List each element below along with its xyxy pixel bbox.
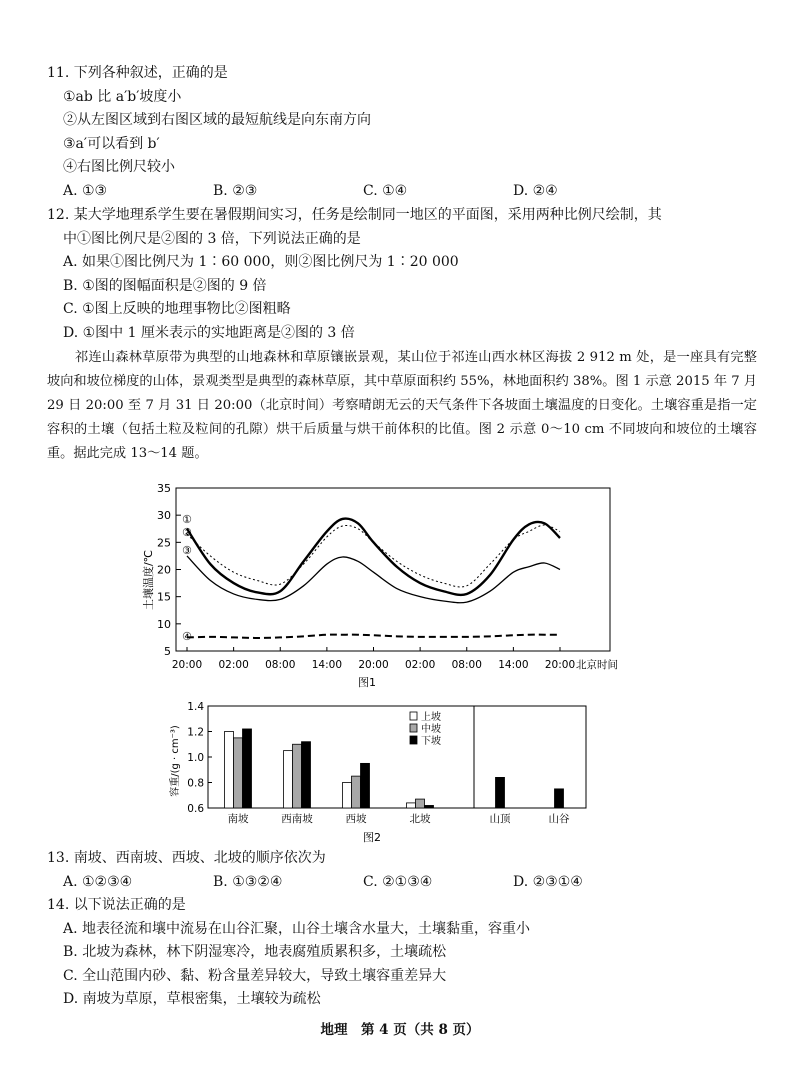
fig2-bar (284, 751, 293, 808)
fig1-y-tick-label: 15 (157, 590, 171, 604)
q11-option-b: B. ②③ (213, 182, 258, 199)
fig1-y-tick-label: 5 (164, 645, 171, 658)
fig2-caption: 图2 (363, 831, 381, 844)
fig1-series-line-4 (187, 635, 560, 638)
fig1-x-tick-label: 08:00 (451, 659, 482, 671)
fig2-y-tick-label: 0.6 (187, 803, 204, 815)
fig2-bar (225, 732, 234, 809)
question-12 (47, 204, 662, 346)
q11-item-3: ③a′可以看到 b′ (63, 135, 160, 152)
q12-stem-line-2: 中①图比例尺是②图的 3 倍，下列说法正确的是 (63, 230, 361, 247)
fig2-bar (234, 738, 243, 808)
fig2-category-label: 山谷 (548, 813, 570, 825)
fig1-plot-frame (176, 488, 610, 651)
fig1-x-tick-label: 20:00 (171, 659, 203, 671)
fig2-category-label: 南坡 (227, 813, 249, 825)
fig2-legend-swatch (410, 724, 417, 732)
fig1-x-axis-suffix: 北京时间 (576, 659, 618, 671)
q12-option-d: D. ①图中 1 厘米表示的实地距离是②图的 3 倍 (63, 324, 355, 341)
q12-option-a: A. 如果①图比例尺为 1∶60 000，则②图比例尺为 1∶20 000 (63, 254, 459, 271)
fig1-x-tick-label: 08:00 (265, 659, 296, 671)
fig1-x-tick-label: 14:00 (498, 659, 529, 671)
q13-stem: 13. 南坡、西南坡、西坡、北坡的顺序依次为 (47, 850, 326, 866)
question-14 (47, 894, 530, 1012)
fig1-series-line-2 (187, 519, 560, 595)
fig2-bar (352, 776, 361, 808)
fig2-bar (361, 763, 370, 808)
q11-option-a: A. ①③ (63, 182, 108, 199)
fig1-x-tick-label: 02:00 (218, 659, 249, 671)
reading-passage (47, 346, 757, 466)
fig2-bar (407, 803, 416, 808)
fig2-y-tick-label: 1.2 (187, 726, 204, 739)
fig1-caption: 图1 (358, 676, 376, 689)
question-11 (47, 62, 623, 204)
fig2-y-tick-label: 1.0 (187, 752, 204, 764)
fig1-y-tick-label: 35 (157, 482, 171, 495)
fig2-legend-label: 下坡 (421, 736, 441, 747)
fig2-bar (343, 783, 352, 809)
q11-stem: 11. 下列各种叙述，正确的是 (47, 65, 228, 81)
fig2-bar (302, 742, 311, 808)
fig1-y-tick-label: 20 (157, 563, 171, 577)
fig1-x-tick-label: 20:00 (544, 659, 576, 671)
fig1-y-axis-label: 土壤温度/℃ (142, 549, 155, 611)
fig2-category-label: 西坡 (345, 813, 367, 825)
q14-option-b: B. 北坡为森林，林下阴湿寒冷，地表腐殖质累积多，土壤疏松 (63, 944, 447, 961)
fig1-x-tick-label: 20:00 (358, 659, 389, 671)
q13-option-a: A. ①②③④ (63, 873, 133, 890)
q14-option-d: D. 南坡为草原，草根密集，土壤较为疏松 (63, 991, 321, 1008)
q13-option-c: C. ②①③④ (363, 873, 433, 890)
question-13 (47, 847, 623, 894)
q13-option-b: B. ①③②④ (213, 873, 283, 890)
fig2-bar (496, 777, 505, 808)
fig1-series-label-4: ④ (182, 630, 192, 643)
q11-option-c: C. ①④ (363, 182, 408, 199)
fig1-y-tick-label: 25 (157, 536, 171, 550)
fig2-bar (425, 805, 434, 808)
fig2-y-axis-label: 容重/(g · cm⁻³) (170, 725, 181, 797)
fig1-x-tick-label: 02:00 (404, 659, 436, 671)
q13-option-d: D. ②③①④ (513, 873, 583, 890)
q14-stem: 14. 以下说法正确的是 (47, 897, 186, 913)
fig2-legend-swatch (410, 712, 417, 720)
fig2-category-label: 山顶 (489, 813, 511, 825)
q12-option-c: C. ①图上反映的地理事物比②图粗略 (63, 301, 291, 318)
fig2-category-label: 西南坡 (281, 813, 313, 825)
q14-option-c: C. 全山范围内砂、黏、粉含量差异较大，导致土壤容重差异大 (63, 967, 447, 984)
fig2-legend-label: 中坡 (421, 724, 441, 735)
fig1-series-label-3: ③ (182, 544, 192, 557)
fig2-bar (555, 789, 564, 808)
fig1-x-tick-label: 14:00 (311, 659, 343, 671)
fig2-bar (293, 744, 302, 808)
q11-option-d: D. ②④ (513, 182, 558, 199)
fig1-series-line-3 (187, 556, 560, 603)
q13-options (47, 871, 623, 895)
fig2-bar (243, 729, 252, 808)
q12-stem-line-1: 12. 某大学地理系学生要在暑假期间实习，任务是绘制同一地区的平面图，采用两种比例尺绘制，其 (47, 207, 662, 223)
fig1-series-label-2: ② (182, 526, 192, 539)
fig2-bar (416, 799, 425, 808)
figure-1-line-chart (140, 478, 620, 692)
q12-option-b: B. ①图的图幅面积是②图的 9 倍 (63, 277, 267, 294)
fig1-series-label-1: ① (182, 513, 192, 526)
fig2-legend-label: 上坡 (421, 712, 441, 723)
fig2-legend-swatch (410, 736, 417, 744)
q14-option-a: A. 地表径流和壤中流易在山谷汇聚，山谷土壤含水量大，土壤黏重，容重小 (63, 920, 531, 937)
fig1-y-tick-label: 30 (157, 509, 171, 523)
q11-item-1: ①ab 比 a′b′坡度小 (63, 88, 182, 105)
q11-options (47, 180, 623, 204)
passage-text: 祁连山森林草原带为典型的山地森林和草原镶嵌景观，某山位于祁连山西水林区海拔 2 912 m 处，是一座具有完整坡向和坡位梯度的山体，景观类型是典型的森林草原，其中草原面积约 55%，林地面积约 38%。图 1 示意 2015 年 7 月 29 日 20:00 至 7 月 31 日 20:00（北京时间）考察晴朗无云的天气条件下各坡面土壤温度的日变化。土壤容重是指一定容积的土壤（包括土粒及粒间的孔隙）烘干后质量与烘干前体积的比值。图 2 示意 0～10 cm 不同坡向和坡位的土壤容重。据此完成 13～14 题。 (47, 350, 757, 461)
page-footer: 地理 第 4 页（共 8 页） (320, 1022, 480, 1038)
figure-2-bar-chart (164, 696, 594, 846)
q11-item-2: ②从左图区域到右图区域的最短航线是向东南方向 (63, 112, 371, 129)
q11-item-4: ④右图比例尺较小 (63, 159, 175, 176)
fig2-plot-frame (208, 706, 586, 808)
fig2-category-label: 北坡 (409, 813, 431, 825)
fig2-y-tick-label: 1.4 (187, 701, 204, 713)
fig2-y-tick-label: 0.8 (187, 777, 204, 790)
fig1-y-tick-label: 10 (157, 617, 171, 631)
